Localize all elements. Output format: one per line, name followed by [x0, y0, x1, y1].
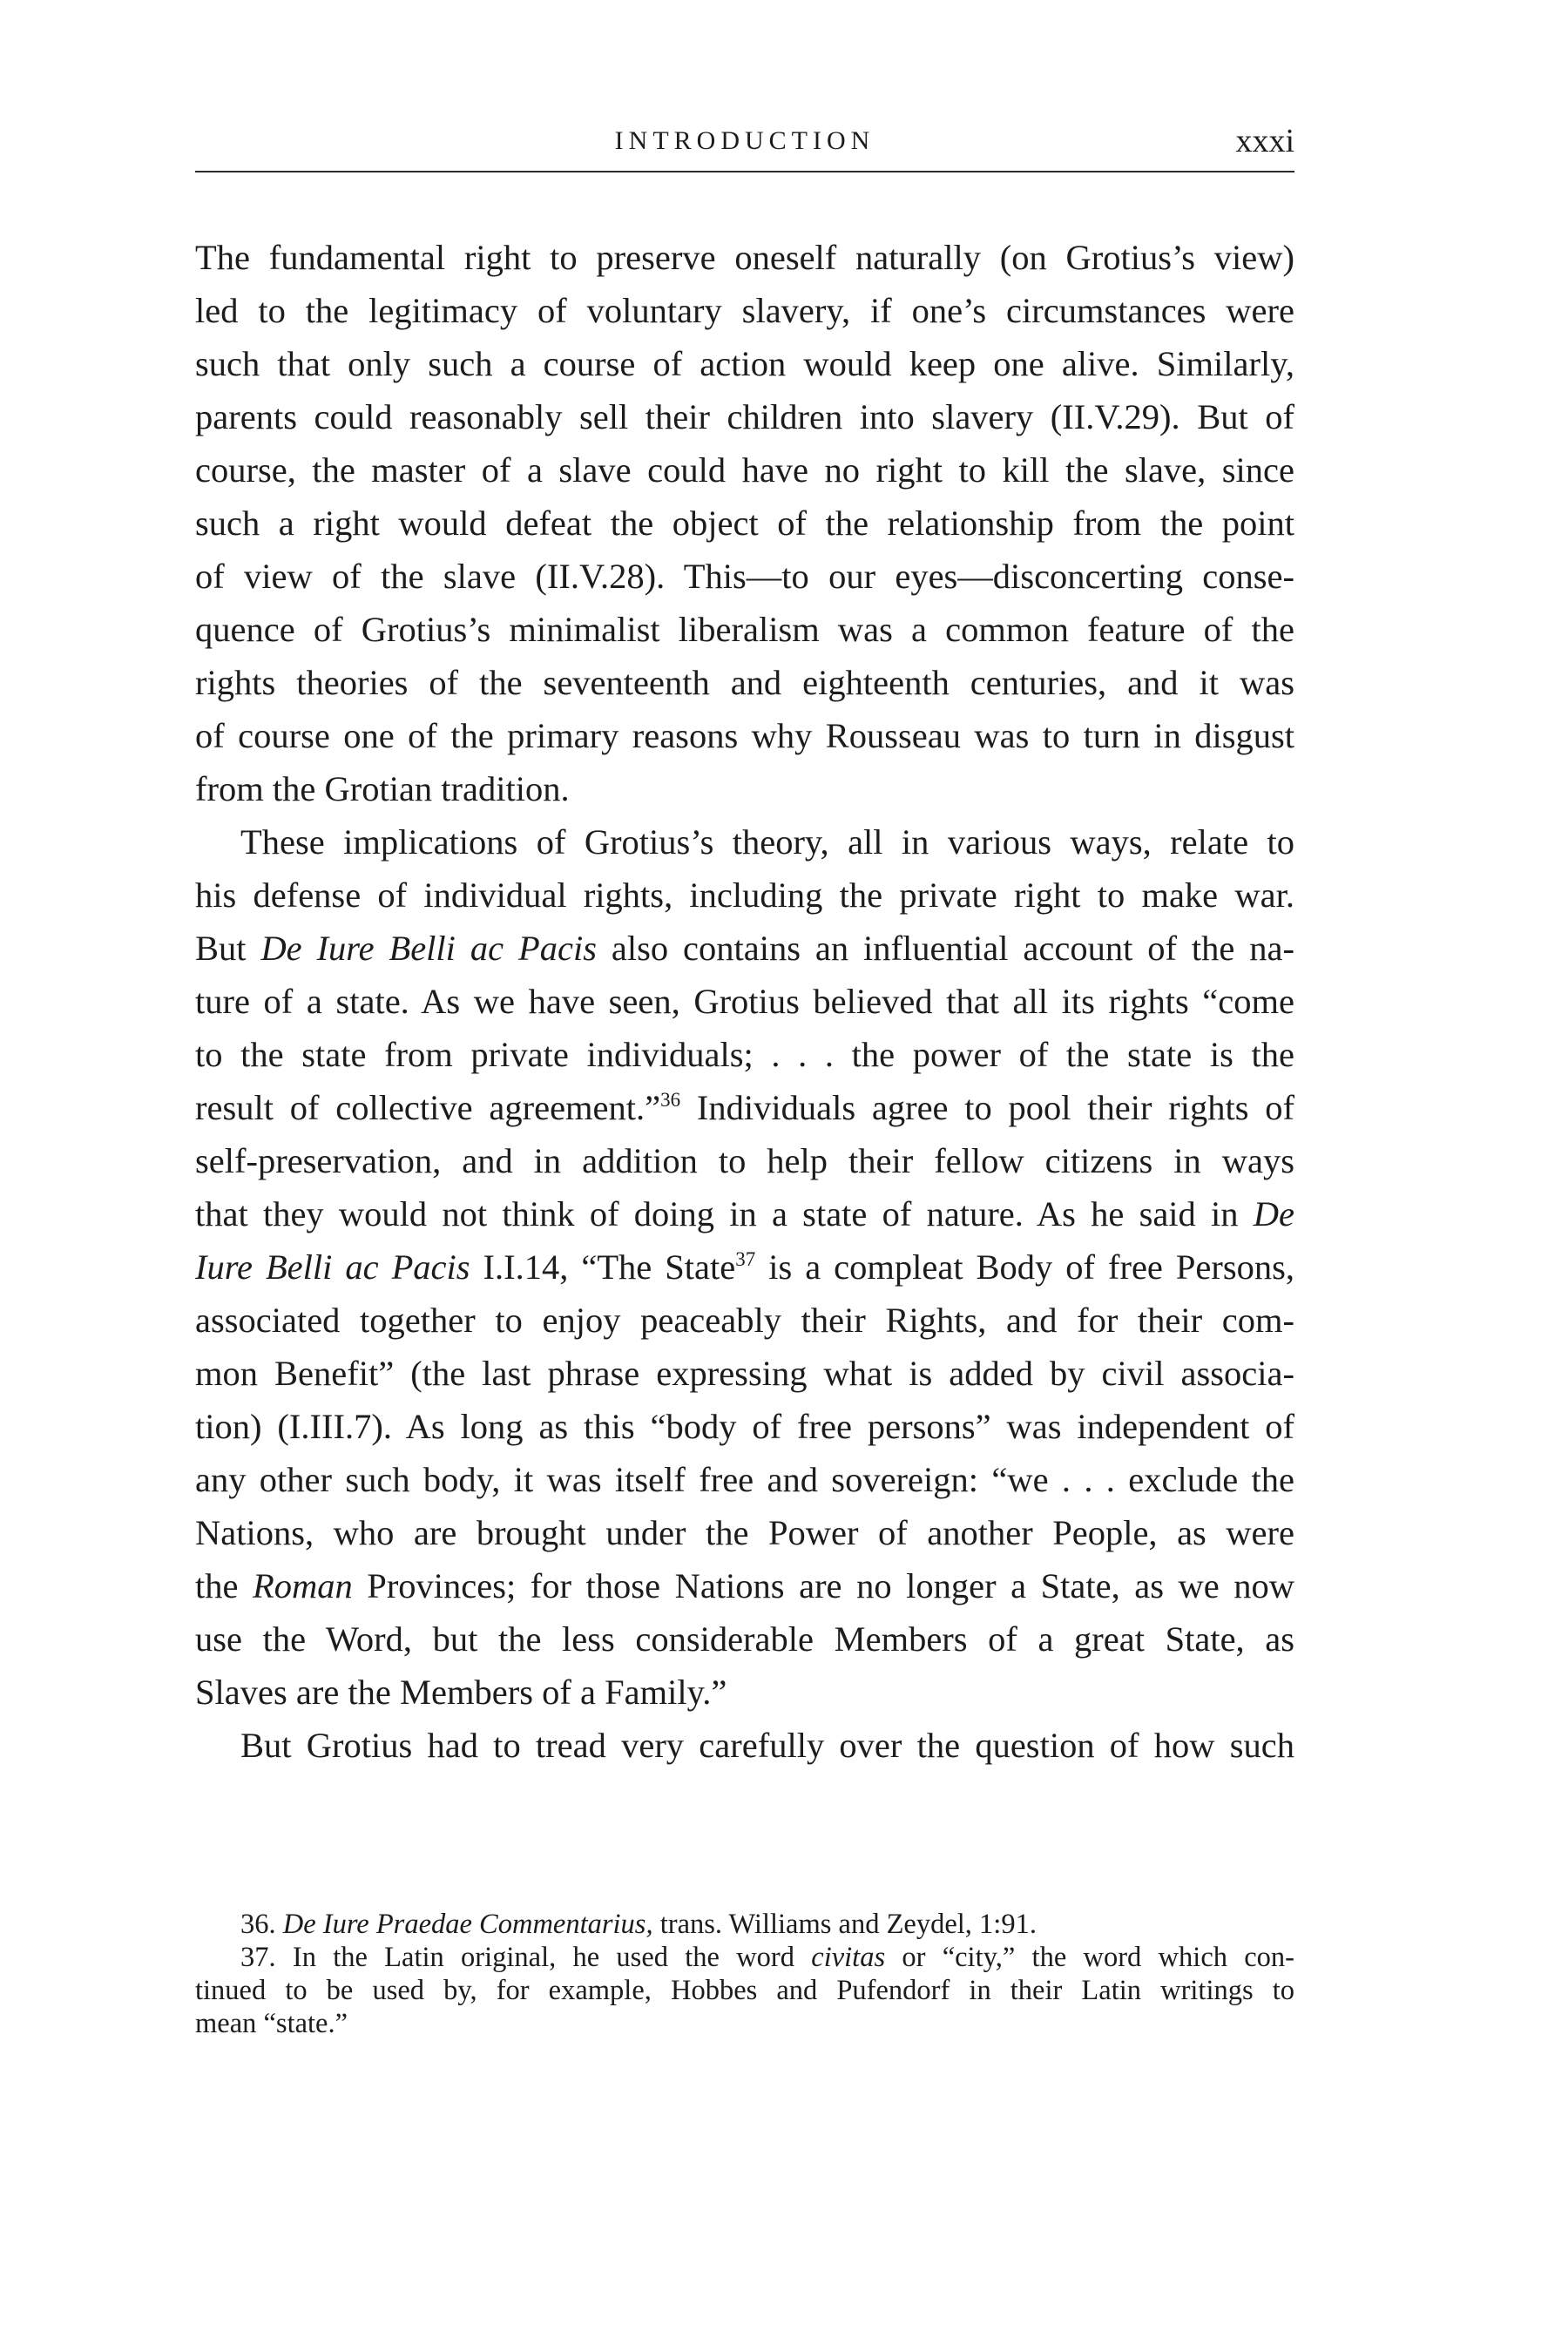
text-run: the — [195, 1566, 253, 1605]
text-line: of view of the slave (II.V.28). This—to our eyes—disconcerting conse- — [195, 557, 1294, 596]
text-line: such a right would defeat the object of the relationship from the point — [195, 504, 1294, 543]
text-line: any other such body, it was itself free and sovereign: “we . . . exclude the — [195, 1460, 1294, 1499]
text-run: also contains an influential account of the na- — [596, 929, 1295, 968]
text-line: from the Grotian tradition. — [195, 769, 570, 808]
text-line: associated together to enjoy peaceably their Rights, and for their com- — [195, 1301, 1294, 1340]
page-number: xxxi — [1235, 123, 1294, 159]
body-text — [195, 231, 1294, 1772]
footnote-line: tinued to be used by, for example, Hobbes and Pufendorf in their Latin writings to — [195, 1975, 1294, 2006]
italic-title: De — [1253, 1194, 1294, 1233]
text-line: rights theories of the seventeenth and eighteenth centuries, and it was — [195, 663, 1294, 702]
italic-word: civitas — [811, 1942, 886, 1973]
footnote-line — [195, 1908, 1294, 1941]
text-line: parents could reasonably sell their children into slavery (II.V.29). But of — [195, 397, 1294, 436]
text-line: Nations, who are brought under the Power of another People, as were — [195, 1513, 1294, 1552]
text-run: is a compleat Body of free Persons, — [755, 1247, 1295, 1287]
text-line: such that only such a course of action would keep one alive. Similarly, — [195, 344, 1294, 383]
text-line: But Grotius had to tread very carefully over the question of how such — [240, 1726, 1294, 1765]
footnote-37 — [195, 1941, 1294, 2040]
text-run: But — [195, 929, 261, 968]
text-line: Slaves are the Members of a Family.” — [195, 1673, 727, 1712]
text-line: his defense of individual rights, including the private right to make war. — [195, 875, 1294, 915]
footnote-ref-37[interactable]: 37 — [735, 1248, 756, 1270]
text-run: Provinces; for those Nations are no longer a State, as we now — [352, 1566, 1294, 1605]
italic-title: De Iure Praedae Commentarius, — [282, 1909, 653, 1940]
text-line — [195, 1240, 1294, 1294]
footnotes — [195, 1908, 1294, 2040]
text-line: course, the master of a slave could have no right to kill the slave, since — [195, 450, 1294, 490]
text-line — [195, 1187, 1294, 1240]
text-run: trans. Williams and Zeydel, 1:91. — [652, 1909, 1037, 1940]
text-line: use the Word, but the less considerable Members of a great State, as — [195, 1619, 1294, 1659]
text-run: that they would not think of doing in a state of nature. As he said in — [195, 1194, 1254, 1233]
text-line: tion) (I.III.7). As long as this “body of free persons” was independent of — [195, 1407, 1294, 1446]
paragraph-3 — [195, 1719, 1294, 1772]
text-line — [195, 922, 1294, 975]
italic-word: Roman — [253, 1566, 353, 1605]
text-line: ture of a state. As we have seen, Grotius believed that all its rights “come — [195, 982, 1294, 1021]
text-line: These implications of Grotius’s theory, all in various ways, relate to — [240, 822, 1294, 862]
footnote-ref-36[interactable]: 36 — [660, 1089, 681, 1111]
footnote-line — [195, 1941, 1294, 1974]
text-line: to the state from private individuals; . . . the power of the state is the — [195, 1035, 1294, 1074]
footnote-36 — [195, 1908, 1294, 1941]
text-line — [195, 1081, 1294, 1134]
italic-title: De Iure Belli ac Pacis — [260, 929, 597, 968]
text-run: or “city,” the word which con- — [885, 1942, 1294, 1973]
italic-title: Iure Belli ac Pacis — [195, 1247, 470, 1287]
text-line: self-preservation, and in addition to help their fellow citizens in ways — [195, 1141, 1294, 1180]
running-title: INTRODUCTION — [614, 126, 875, 155]
footnote-number: 36. — [240, 1909, 283, 1940]
paragraph-1 — [195, 231, 1294, 815]
text-line: The fundamental right to preserve oneself naturally (on Grotius’s view) — [195, 238, 1294, 277]
text-line: of course one of the primary reasons why Rousseau was to turn in disgust — [195, 716, 1294, 755]
text-line: led to the legitimacy of voluntary slavery, if one’s circumstances were — [195, 291, 1294, 330]
text-line — [195, 1559, 1294, 1612]
running-head — [195, 124, 1294, 172]
text-run: Individuals agree to pool their rights of — [680, 1088, 1295, 1127]
footnote-number: 37. In the Latin original, he used the word — [240, 1942, 812, 1973]
text-run: I.I.14, “The State — [470, 1247, 736, 1287]
text-run: result of collective agreement.” — [195, 1088, 661, 1127]
text-line: quence of Grotius’s minimalist liberalism was a common feature of the — [195, 610, 1294, 649]
paragraph-2 — [195, 815, 1294, 1719]
footnote-line: mean “state.” — [195, 2008, 348, 2039]
text-line: mon Benefit” (the last phrase expressing what is added by civil associa- — [195, 1354, 1294, 1393]
